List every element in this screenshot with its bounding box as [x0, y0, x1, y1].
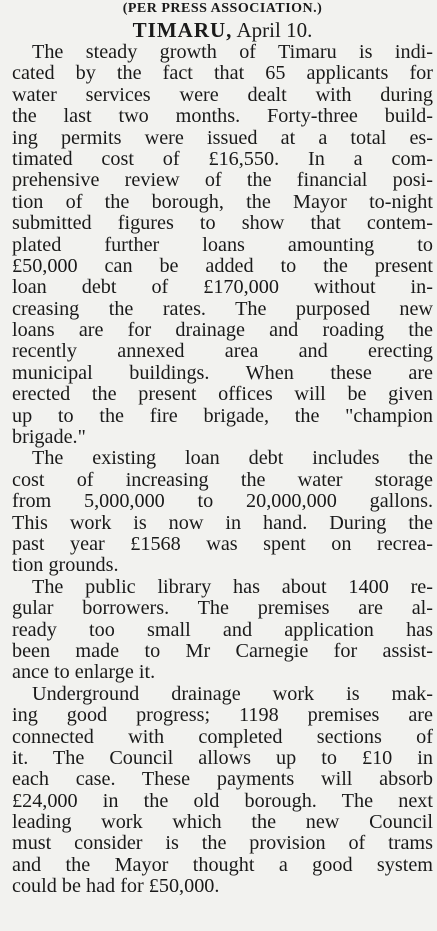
text-line: been made to Mr Carnegie for assist- — [12, 640, 433, 662]
article-paragraph — [12, 577, 433, 684]
dateline-place: TIMARU, — [132, 18, 233, 42]
text-line: erected the present offices will be given — [12, 384, 433, 406]
text-line: Underground drainage work is mak- — [32, 683, 433, 705]
text-line: must consider is the provision of trams — [12, 833, 433, 855]
text-line: cated by the fact that 65 applicants for — [12, 63, 433, 85]
dateline-date: April 10. — [236, 18, 313, 42]
press-association-header: (PER PRESS ASSOCIATION.) — [122, 1, 323, 16]
article-paragraph — [12, 448, 433, 576]
text-line: ing good progress; 1198 premises are — [12, 705, 433, 727]
text-line: recently annexed area and erecting — [12, 341, 433, 363]
text-line: plated further loans amounting to — [12, 234, 433, 256]
text-line: tion of the borough, the Mayor to-night — [12, 191, 433, 213]
text-line: the last two months. Forty-three build- — [12, 106, 433, 128]
text-line: ing permits were issued at a total es- — [12, 127, 433, 149]
text-line: gular borrowers. The premises are al- — [12, 598, 433, 620]
article-paragraph — [12, 42, 433, 448]
text-line: loans are for drainage and roading the — [12, 320, 433, 342]
text-line: This work is now in hand. During the — [12, 512, 433, 534]
text-line: ready too small and application has — [12, 619, 433, 641]
text-line: timated cost of £16,550. In a com- — [12, 148, 433, 170]
text-line: cost of increasing the water storage — [12, 469, 433, 491]
text-line: from 5,000,000 to 20,000,000 gallons. — [12, 491, 433, 513]
text-line: £50,000 can be added to the present — [12, 255, 433, 277]
text-line: it. The Council allows up to £10 in — [12, 747, 433, 769]
text-line: The steady growth of Timaru is indi- — [32, 42, 433, 63]
text-line: The existing loan debt includes the — [32, 448, 433, 470]
text-line: up to the fire brigade, the "champion — [12, 405, 433, 427]
article-paragraph — [12, 684, 433, 898]
text-line: creasing the rates. The purposed new — [12, 298, 433, 320]
text-line: loan debt of £170,000 without in- — [12, 277, 433, 299]
text-line: each case. These payments will absorb — [12, 769, 433, 791]
text-line: The public library has about 1400 re- — [32, 576, 433, 598]
text-line: prehensive review of the financial posi- — [12, 170, 433, 192]
text-line: and the Mayor thought a good system — [12, 854, 433, 876]
text-line: ance to enlarge it. — [12, 662, 156, 684]
text-line: £24,000 in the old borough. The next — [12, 790, 433, 812]
text-line: municipal buildings. When these are — [12, 362, 433, 384]
text-line: leading work which the new Council — [12, 812, 433, 834]
text-line: tion grounds. — [12, 555, 119, 577]
text-line: connected with completed sections of — [12, 726, 433, 748]
text-line: could be had for £50,000. — [12, 876, 220, 898]
dateline — [12, 18, 433, 42]
text-line: brigade." — [12, 427, 86, 449]
text-line: water services were dealt with during — [12, 84, 433, 106]
text-line: past year £1568 was spent on recrea- — [12, 533, 433, 555]
text-line: submitted figures to show that contem- — [12, 213, 433, 235]
article-body — [12, 42, 433, 898]
